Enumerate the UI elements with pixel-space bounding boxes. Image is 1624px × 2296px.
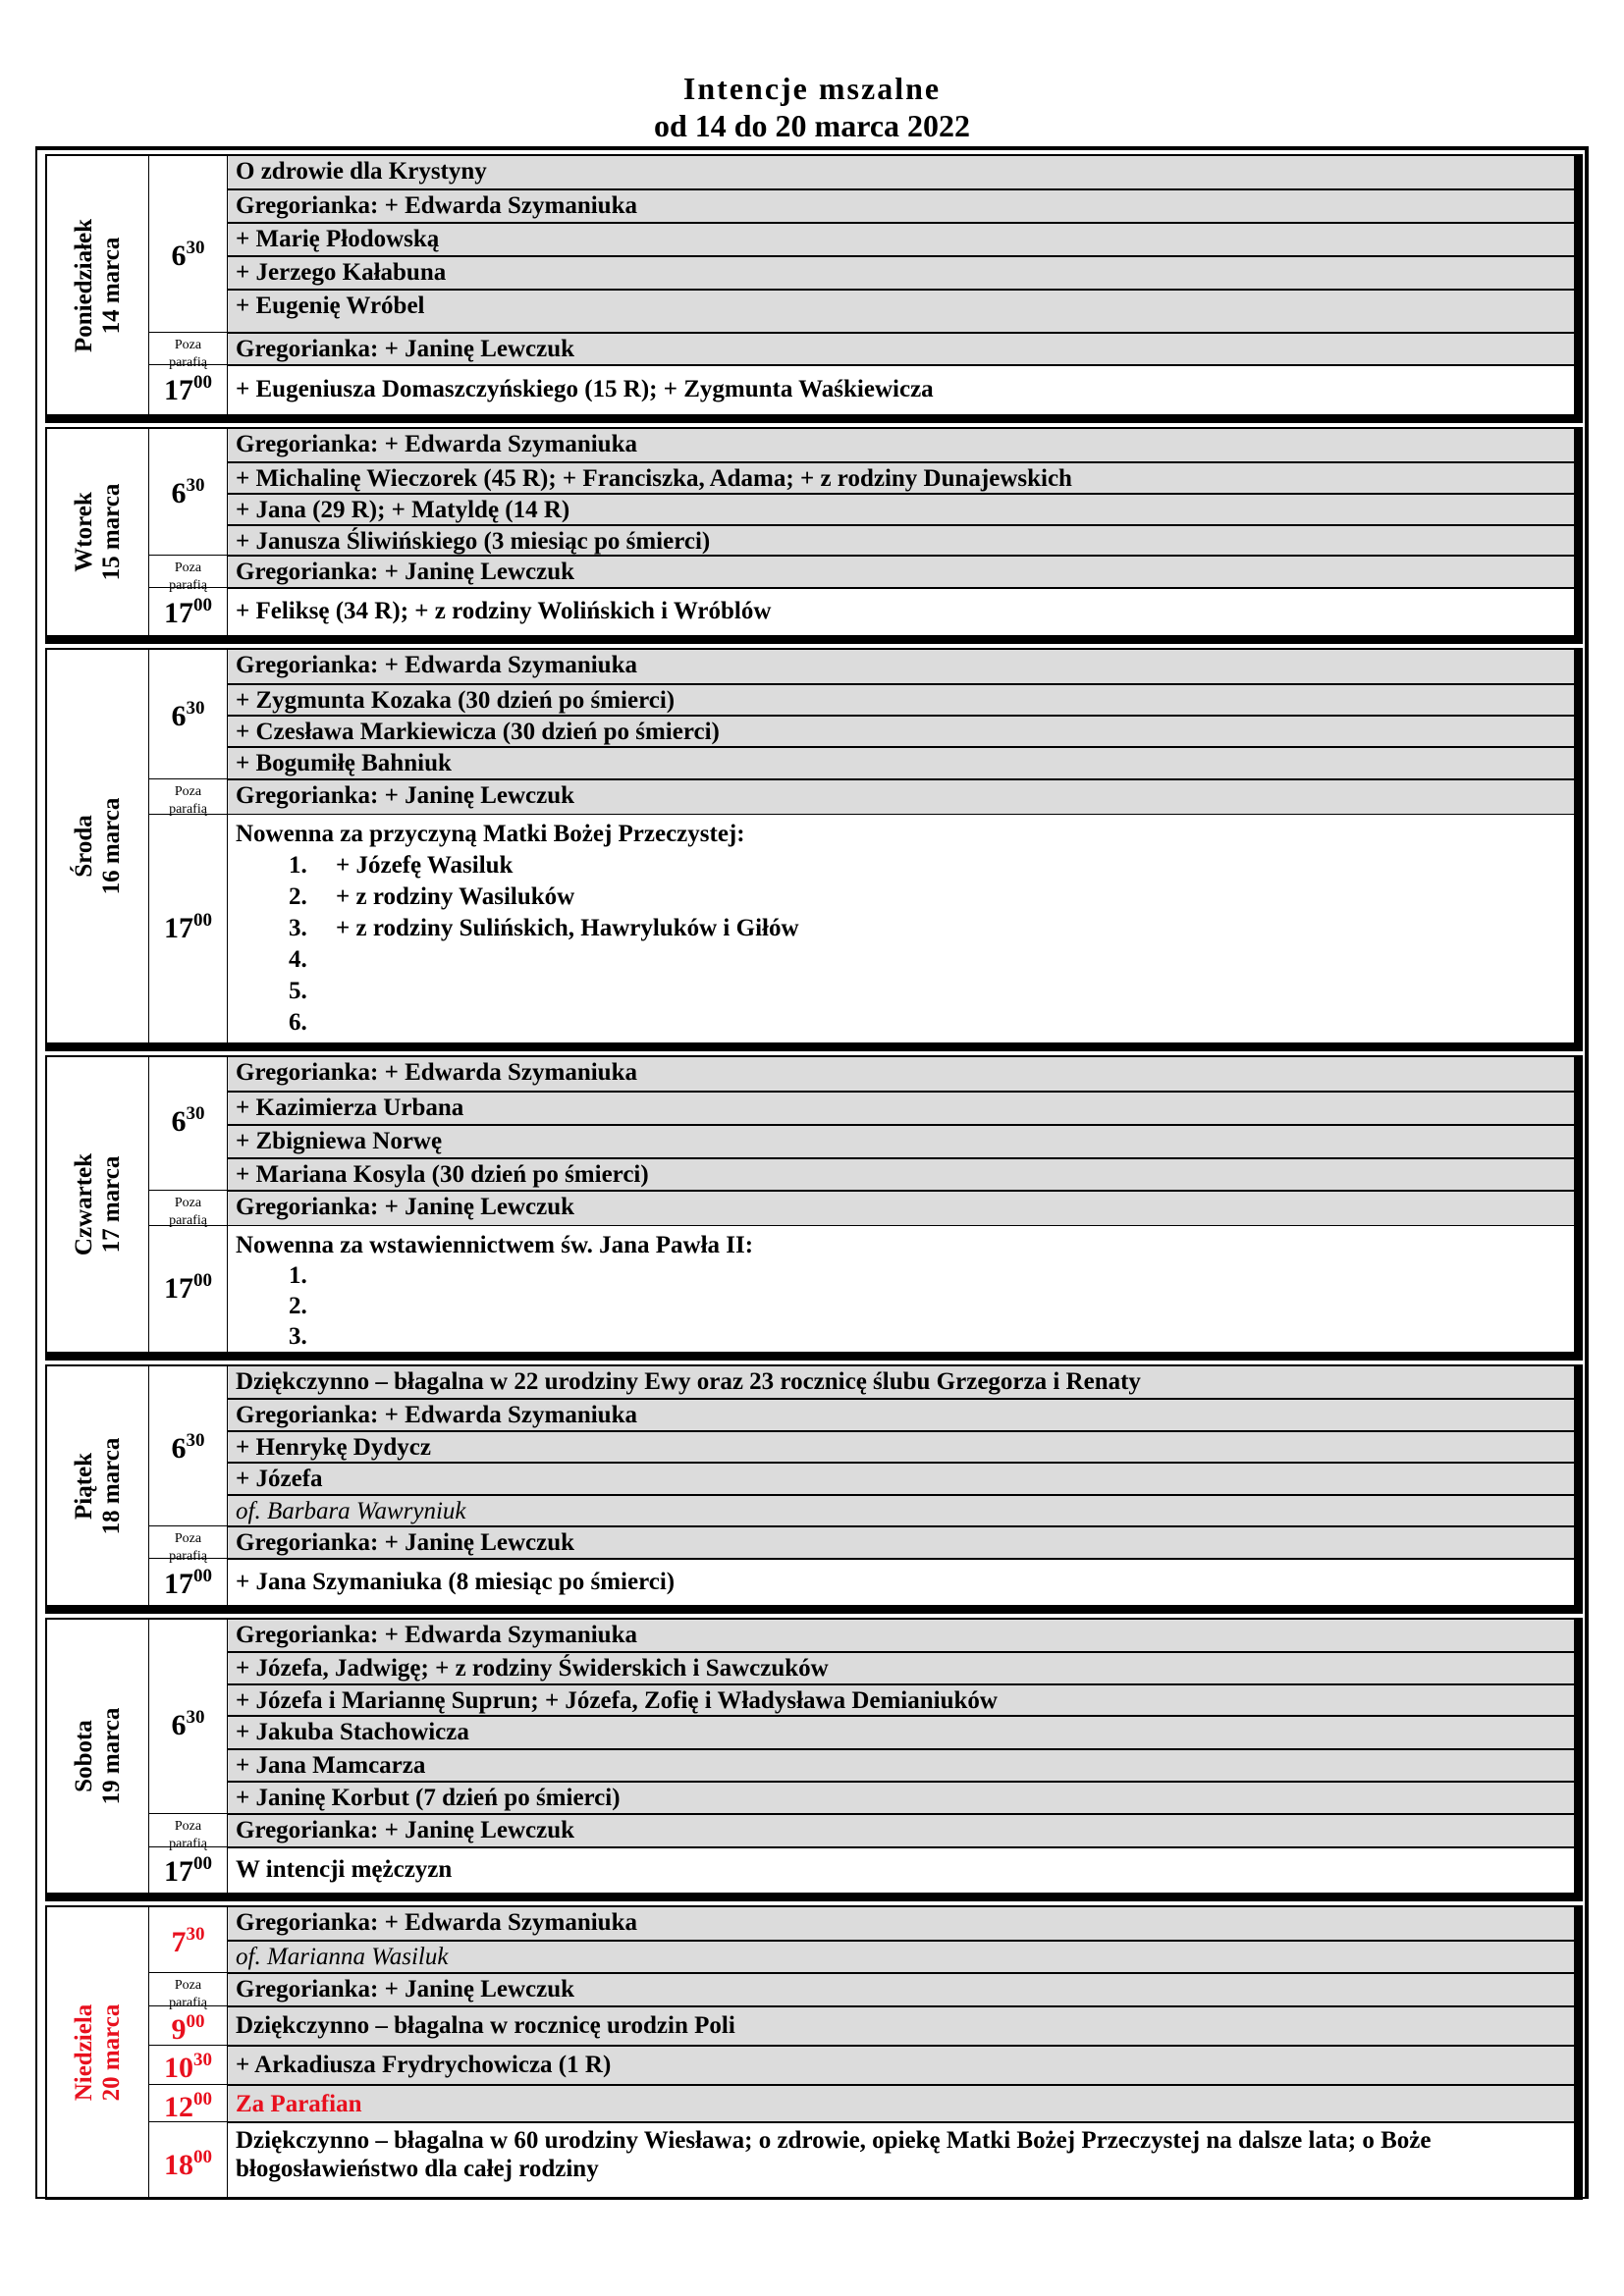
novena-item: 5.	[289, 978, 307, 1004]
day-label-cell	[47, 429, 149, 635]
page-title: Intencje mszalne	[682, 71, 942, 106]
day-label-cell	[47, 156, 149, 414]
novena-item: 4.	[289, 946, 307, 973]
intention-row: Gregorianka: + Edwarda Szymaniuka	[228, 1398, 1574, 1430]
day-name: Wtorek	[70, 492, 97, 572]
day-block-sobota	[45, 1618, 1583, 1901]
intention-row: + Zygmunta Kozaka (30 dzień po śmierci)	[228, 683, 1574, 715]
mass-time: $6^{30}$	[171, 698, 205, 732]
novena-item: 2.	[289, 1293, 307, 1319]
day-label	[71, 1437, 126, 1534]
intention-row: Gregorianka: + Janinę Lewczuk	[228, 555, 1574, 587]
day-name: Środa	[70, 815, 97, 878]
day-label	[71, 218, 126, 351]
intention-row: + Czesława Markiewicza (30 dzień po śmierci)	[228, 715, 1574, 746]
schedule-frame	[35, 146, 1589, 2199]
intentions-list	[228, 1366, 1574, 1605]
intention-row: Dziękczynno – błagalna w 22 urodziny Ewy oraz 23 rocznicę ślubu Grzegorza i Renaty	[228, 1366, 1574, 1398]
intentions-list	[228, 1620, 1574, 1893]
novena-item: 1.	[289, 1262, 307, 1289]
novena-heading: Nowenna za wstawiennictwem św. Jana Pawła II:	[236, 1232, 754, 1258]
intention-row: Dziękczynno – błagalna w rocznicę urodzin Poli	[228, 2005, 1574, 2045]
intention-row: Gregorianka: + Janinę Lewczuk	[228, 1813, 1574, 1846]
intention-row: + Henrykę Dydycz	[228, 1430, 1574, 1462]
poza-parafia-label: Poza parafią	[149, 1972, 227, 2005]
intentions-list	[228, 1057, 1574, 1352]
intention-row: Gregorianka: + Janinę Lewczuk	[228, 778, 1574, 814]
day-label-cell	[47, 1907, 149, 2198]
day-block-piatek	[45, 1364, 1583, 1614]
day-label	[71, 2004, 126, 2102]
mass-time: $7^{30}$	[171, 1924, 205, 1958]
mass-time: $17^{00}$	[149, 587, 227, 636]
intention-row: Gregorianka: + Janinę Lewczuk	[228, 332, 1574, 364]
intention-row: Gregorianka: + Edwarda Szymaniuka	[228, 650, 1574, 683]
day-block-niedziela	[45, 1905, 1583, 2200]
day-date: 15 marca	[97, 483, 125, 581]
intentions-list	[228, 1907, 1574, 2198]
day-block-sroda	[45, 648, 1583, 1051]
day-block-czwartek	[45, 1055, 1583, 1361]
novena-item: 6.	[289, 1009, 307, 1036]
poza-parafia-label: Poza parafią	[149, 1525, 227, 1558]
mass-time: $6^{30}$	[171, 1103, 205, 1138]
time-column	[149, 1057, 228, 1352]
intention-row: + Zbigniewa Norwę	[228, 1124, 1574, 1157]
intention-row: + Jakuba Stachowicza	[228, 1715, 1574, 1748]
intentions-list	[228, 429, 1574, 635]
poza-parafia-label: Poza parafią	[149, 555, 227, 587]
intention-row: Gregorianka: + Janinę Lewczuk	[228, 1190, 1574, 1225]
day-name: Sobota	[70, 1720, 97, 1792]
page-subtitle: od 14 do 20 marca 2022	[653, 108, 971, 143]
intention-row: + Józefa i Mariannę Suprun; + Józefa, Zofię i Władysława Demianiuków	[228, 1683, 1574, 1715]
day-label-cell	[47, 1366, 149, 1605]
intention-row: W intencji mężczyzn	[228, 1846, 1574, 1893]
intention-row: + Kazimierza Urbana	[228, 1091, 1574, 1124]
time-column	[149, 1620, 228, 1893]
time-column	[149, 156, 228, 414]
day-name: Poniedziałek	[70, 218, 97, 352]
intention-row: Gregorianka: + Edwarda Szymaniuka	[228, 1620, 1574, 1651]
intention-row: Gregorianka: + Edwarda Szymaniuka	[228, 429, 1574, 461]
novena-item: 1. + Józefę Wasiluk	[289, 852, 514, 879]
intention-row: Gregorianka: + Edwarda Szymaniuka	[228, 1057, 1574, 1091]
time-column	[149, 1366, 228, 1605]
mass-time: $17^{00}$	[149, 1846, 227, 1894]
intention-row: Gregorianka: + Janinę Lewczuk	[228, 1525, 1574, 1558]
intention-row: Dziękczynno – błagalna w 60 urodziny Wiesława; o zdrowie, opiekę Matki Bożej Przeczystej na dalsze lata; o Boże błogosławieństwo dla całej rodziny	[228, 2121, 1574, 2198]
intention-row: + Józefa	[228, 1462, 1574, 1494]
intention-row: + Janinę Korbut (7 dzień po śmierci)	[228, 1781, 1574, 1813]
novena-heading: Nowenna za przyczyną Matki Bożej Przeczystej:	[236, 821, 745, 847]
intention-row: Gregorianka: + Janinę Lewczuk	[228, 1972, 1574, 2005]
day-label	[71, 798, 126, 895]
intention-row: + Michalinę Wieczorek (45 R); + Franciszka, Adama; + z rodziny Dunajewskich	[228, 461, 1574, 493]
mass-time: $6^{30}$	[171, 238, 205, 272]
intention-row: + Jana (29 R); + Matyldę (14 R)	[228, 493, 1574, 524]
poza-parafia-label: Poza parafią	[149, 332, 227, 364]
day-date: 16 marca	[97, 797, 125, 895]
intention-row: + Mariana Kosyla (30 dzień po śmierci)	[228, 1157, 1574, 1190]
intention-row: + Jana Mamcarza	[228, 1748, 1574, 1781]
mass-time: $9^{00}$	[149, 2005, 227, 2045]
poza-parafia-label: Poza parafią	[149, 1813, 227, 1846]
day-name: Piątek	[70, 1452, 97, 1520]
mass-time: $17^{00}$	[149, 814, 227, 1042]
intention-row: + Eugenię Wróbel	[228, 289, 1574, 332]
mass-time: $17^{00}$	[149, 1225, 227, 1353]
offering-note: of. Marianna Wasiluk	[228, 1940, 1574, 1972]
poza-parafia-label: Poza parafią	[149, 1190, 227, 1225]
day-label-cell	[47, 1057, 149, 1352]
day-label	[71, 1153, 126, 1255]
intentions-list	[228, 156, 1574, 414]
mass-time: $17^{00}$	[149, 364, 227, 417]
time-column	[149, 650, 228, 1042]
intention-row: Za Parafian	[228, 2084, 1574, 2121]
day-label	[71, 484, 126, 581]
time-column	[149, 1907, 228, 2198]
day-date: 18 marca	[97, 1437, 125, 1534]
day-date: 14 marca	[97, 237, 125, 334]
mass-time: $17^{00}$	[149, 1558, 227, 1606]
novena-item: 3. + z rodziny Sulińskich, Hawryluków i Giłów	[289, 915, 799, 941]
intention-row: Gregorianka: + Edwarda Szymaniuka	[228, 188, 1574, 222]
day-date: 17 marca	[97, 1155, 125, 1254]
day-label-cell	[47, 650, 149, 1042]
intention-row: + Eugeniusza Domaszczyńskiego (15 R); + Zygmunta Waśkiewicza	[228, 364, 1574, 416]
intention-row: + Jana Szymaniuka (8 miesiąc po śmierci)	[228, 1558, 1574, 1605]
day-block-poniedzialek	[45, 154, 1583, 423]
intention-row: + Marię Płodowską	[228, 222, 1574, 255]
day-date: 19 marca	[97, 1707, 125, 1805]
intention-row: + Józefa, Jadwigę; + z rodziny Świderskich i Sawczuków	[228, 1651, 1574, 1683]
mass-time: $6^{30}$	[171, 1707, 205, 1741]
mass-time: $18^{00}$	[149, 2121, 227, 2198]
novena-item: 2. + z rodziny Wasiluków	[289, 883, 575, 910]
intention-row: + Janusza Śliwińskiego (3 miesiąc po śmierci)	[228, 524, 1574, 555]
day-block-wtorek	[45, 427, 1583, 644]
intention-row: + Bogumiłę Bahniuk	[228, 746, 1574, 778]
mass-time: $10^{30}$	[149, 2045, 227, 2084]
intention-row: Gregorianka: + Edwarda Szymaniuka	[228, 1907, 1574, 1940]
day-name: Niedziela	[70, 2003, 97, 2102]
day-label	[71, 1708, 126, 1805]
mass-time: $6^{30}$	[171, 475, 205, 509]
intentions-list	[228, 650, 1574, 1042]
poza-parafia-label: Poza parafią	[149, 778, 227, 814]
intention-row: + Arkadiusza Frydrychowicza (1 R)	[228, 2045, 1574, 2084]
offering-note: of. Barbara Wawryniuk	[228, 1494, 1574, 1525]
time-column	[149, 429, 228, 635]
day-label-cell	[47, 1620, 149, 1893]
novena-item: 3.	[289, 1323, 307, 1350]
intention-row: + Feliksę (34 R); + z rodziny Wolińskich i Wróblów	[228, 587, 1574, 635]
day-name: Czwartek	[70, 1152, 97, 1256]
intention-row: + Jerzego Kałabuna	[228, 255, 1574, 289]
mass-time: $6^{30}$	[171, 1430, 205, 1465]
mass-time: $12^{00}$	[149, 2084, 227, 2121]
day-date: 20 marca	[97, 2003, 125, 2102]
novena-block	[228, 1225, 1574, 1353]
intention-row: O zdrowie dla Krystyny	[228, 156, 1574, 188]
novena-block	[228, 814, 1574, 1042]
